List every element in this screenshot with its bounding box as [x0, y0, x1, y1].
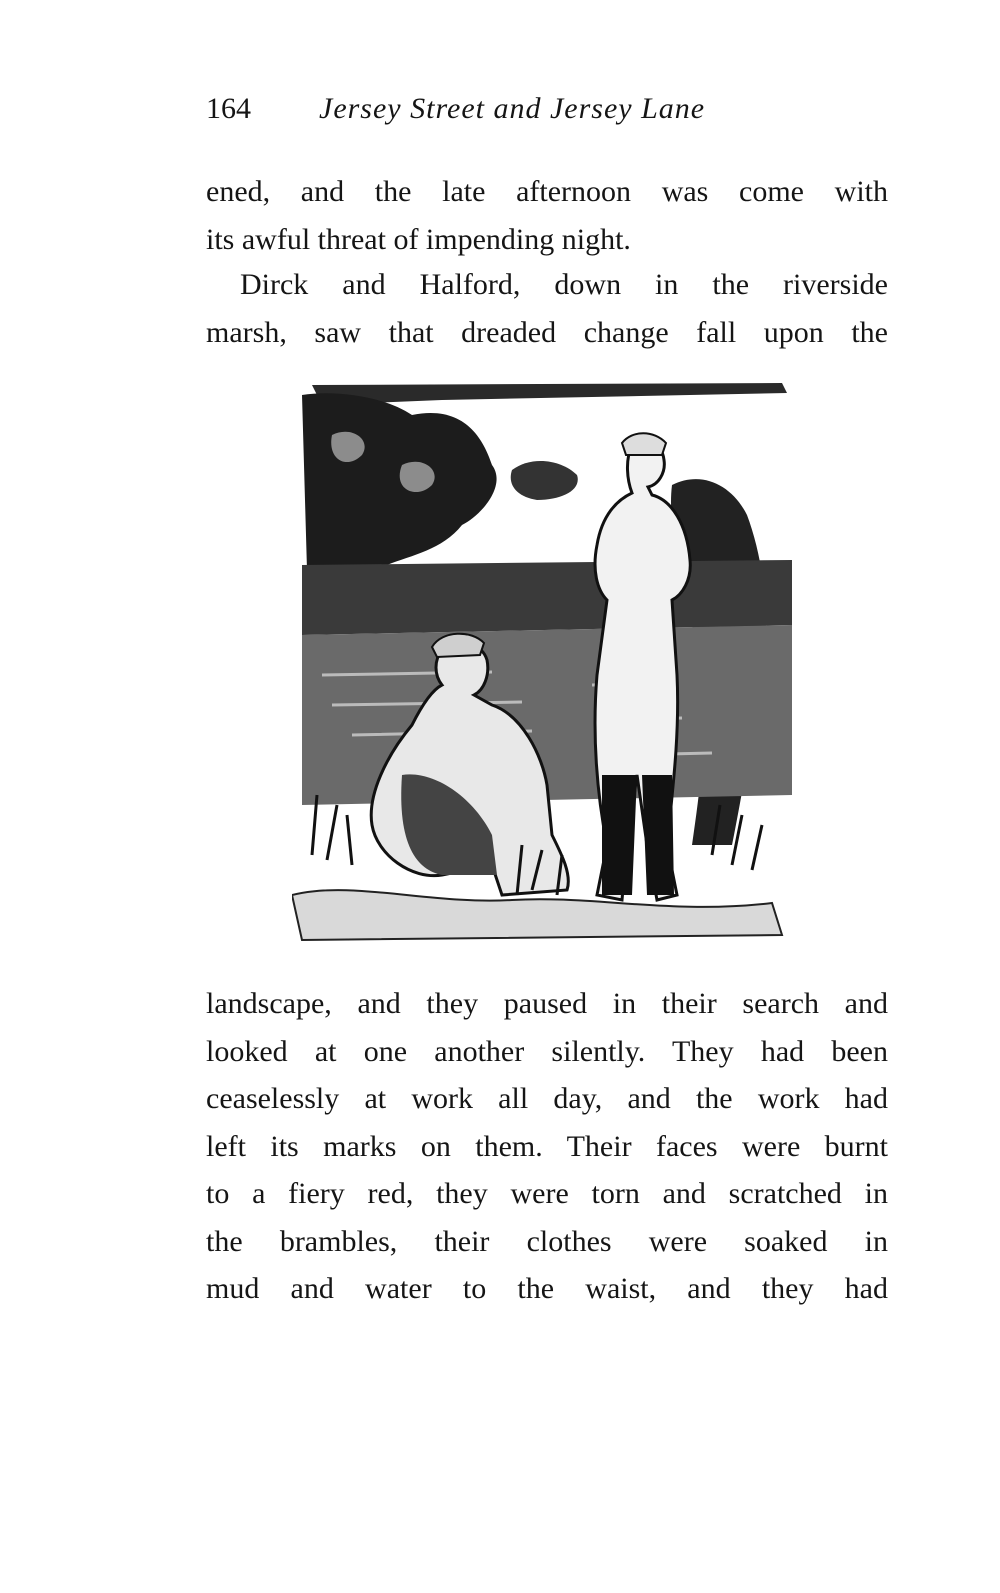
- paragraph-3: [206, 980, 888, 1313]
- text-line: the brambles, their clothes were soaked in: [206, 1224, 888, 1258]
- text-line: ened, and the late afternoon was come with: [206, 175, 888, 208]
- text-line: looked at one another silently. They had been: [206, 1034, 888, 1068]
- sky-band: [312, 383, 787, 405]
- shoreline: [302, 560, 792, 635]
- text-line: mud and water to the waist, and they had: [206, 1272, 888, 1305]
- illustration-marsh-scene: [292, 375, 802, 965]
- foreground-grass: [292, 890, 782, 940]
- text-line: its awful threat of impending night.: [206, 222, 631, 256]
- text-line: to a fiery red, they were torn and scratched in: [206, 1177, 888, 1210]
- distant-trees: [511, 461, 578, 500]
- text-line: left its marks on them. Their faces were burnt: [206, 1129, 888, 1163]
- standing-figure-cap: [622, 433, 666, 455]
- text-line: Dirck and Halford, down in the riverside: [240, 268, 888, 301]
- paragraph-1: [206, 168, 888, 263]
- page-number: 164: [206, 92, 251, 125]
- running-title: Jersey Street and Jersey Lane: [319, 92, 706, 125]
- text-line: marsh, saw that dreaded change fall upon the: [206, 315, 888, 349]
- paragraph-2: [206, 261, 888, 356]
- text-line: landscape, and they paused in their search and: [206, 987, 888, 1020]
- tree-foliage: [302, 393, 497, 575]
- running-header: [206, 92, 806, 136]
- text-line: ceaselessly at work all day, and the work had: [206, 1082, 888, 1115]
